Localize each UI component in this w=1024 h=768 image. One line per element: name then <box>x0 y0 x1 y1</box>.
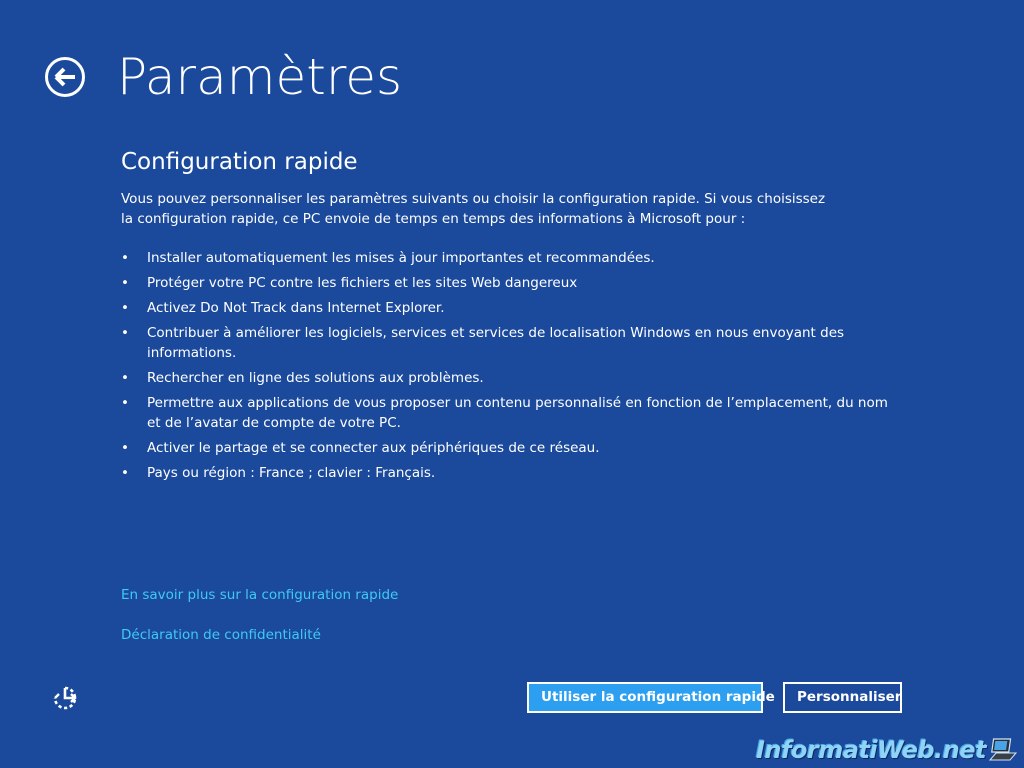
laptop-icon <box>988 736 1018 764</box>
list-item <box>121 248 901 268</box>
list-item <box>121 368 901 388</box>
privacy-statement-link[interactable]: Déclaration de confidentialité <box>121 627 321 643</box>
intro-text: Vous pouvez personnaliser les paramètres suivants ou choisir la configuration rapide. Si vous choisissez la configuration rapide, ce PC envoie de temps en temps des informations à Microsoft pour : <box>121 191 826 227</box>
back-button[interactable] <box>44 56 86 98</box>
ease-of-access-icon <box>51 684 79 712</box>
back-arrow-icon <box>44 56 86 98</box>
bullet: • <box>121 325 129 341</box>
page-title: Paramètres <box>117 48 403 106</box>
list-item <box>121 463 901 483</box>
list-item-text: Contribuer à améliorer les logiciels, services et services de localisation Windows en nous envoyant des informations. <box>147 325 845 361</box>
list-item-text: Protéger votre PC contre les fichiers et les sites Web dangereux <box>147 275 578 291</box>
bullet: • <box>121 300 129 316</box>
learn-more-link[interactable]: En savoir plus sur la configuration rapide <box>121 587 399 603</box>
customize-button[interactable]: Personnaliser <box>783 682 902 713</box>
bullet: • <box>121 250 129 266</box>
ease-of-access-button[interactable] <box>51 684 79 712</box>
list-item <box>121 438 901 458</box>
list-item <box>121 298 901 318</box>
list-item <box>121 393 901 433</box>
list-item-text: Activez Do Not Track dans Internet Explorer. <box>147 300 445 316</box>
bullet: • <box>121 395 129 411</box>
list-item-text: Permettre aux applications de vous proposer un contenu personnalisé en fonction de l’emplacement, du nom et de l’avatar de compte de votre PC. <box>147 395 888 431</box>
list-item-text: Installer automatiquement les mises à jour importantes et recommandées. <box>147 250 655 266</box>
list-item-text: Pays ou région : France ; clavier : Français. <box>147 465 436 481</box>
bullet: • <box>121 275 129 291</box>
list-item <box>121 323 901 363</box>
bullet: • <box>121 440 129 456</box>
list-item-text: Rechercher en ligne des solutions aux problèmes. <box>147 370 484 386</box>
list-item-text: Activer le partage et se connecter aux périphériques de ce réseau. <box>147 440 600 456</box>
section-title: Configuration rapide <box>121 149 358 175</box>
bullet: • <box>121 370 129 386</box>
bullet: • <box>121 465 129 481</box>
settings-list <box>121 248 901 488</box>
watermark <box>756 734 1018 766</box>
watermark-text: InformatiWeb.net <box>755 736 986 764</box>
express-settings-button[interactable]: Utiliser la configuration rapide <box>527 682 763 713</box>
list-item <box>121 273 901 293</box>
